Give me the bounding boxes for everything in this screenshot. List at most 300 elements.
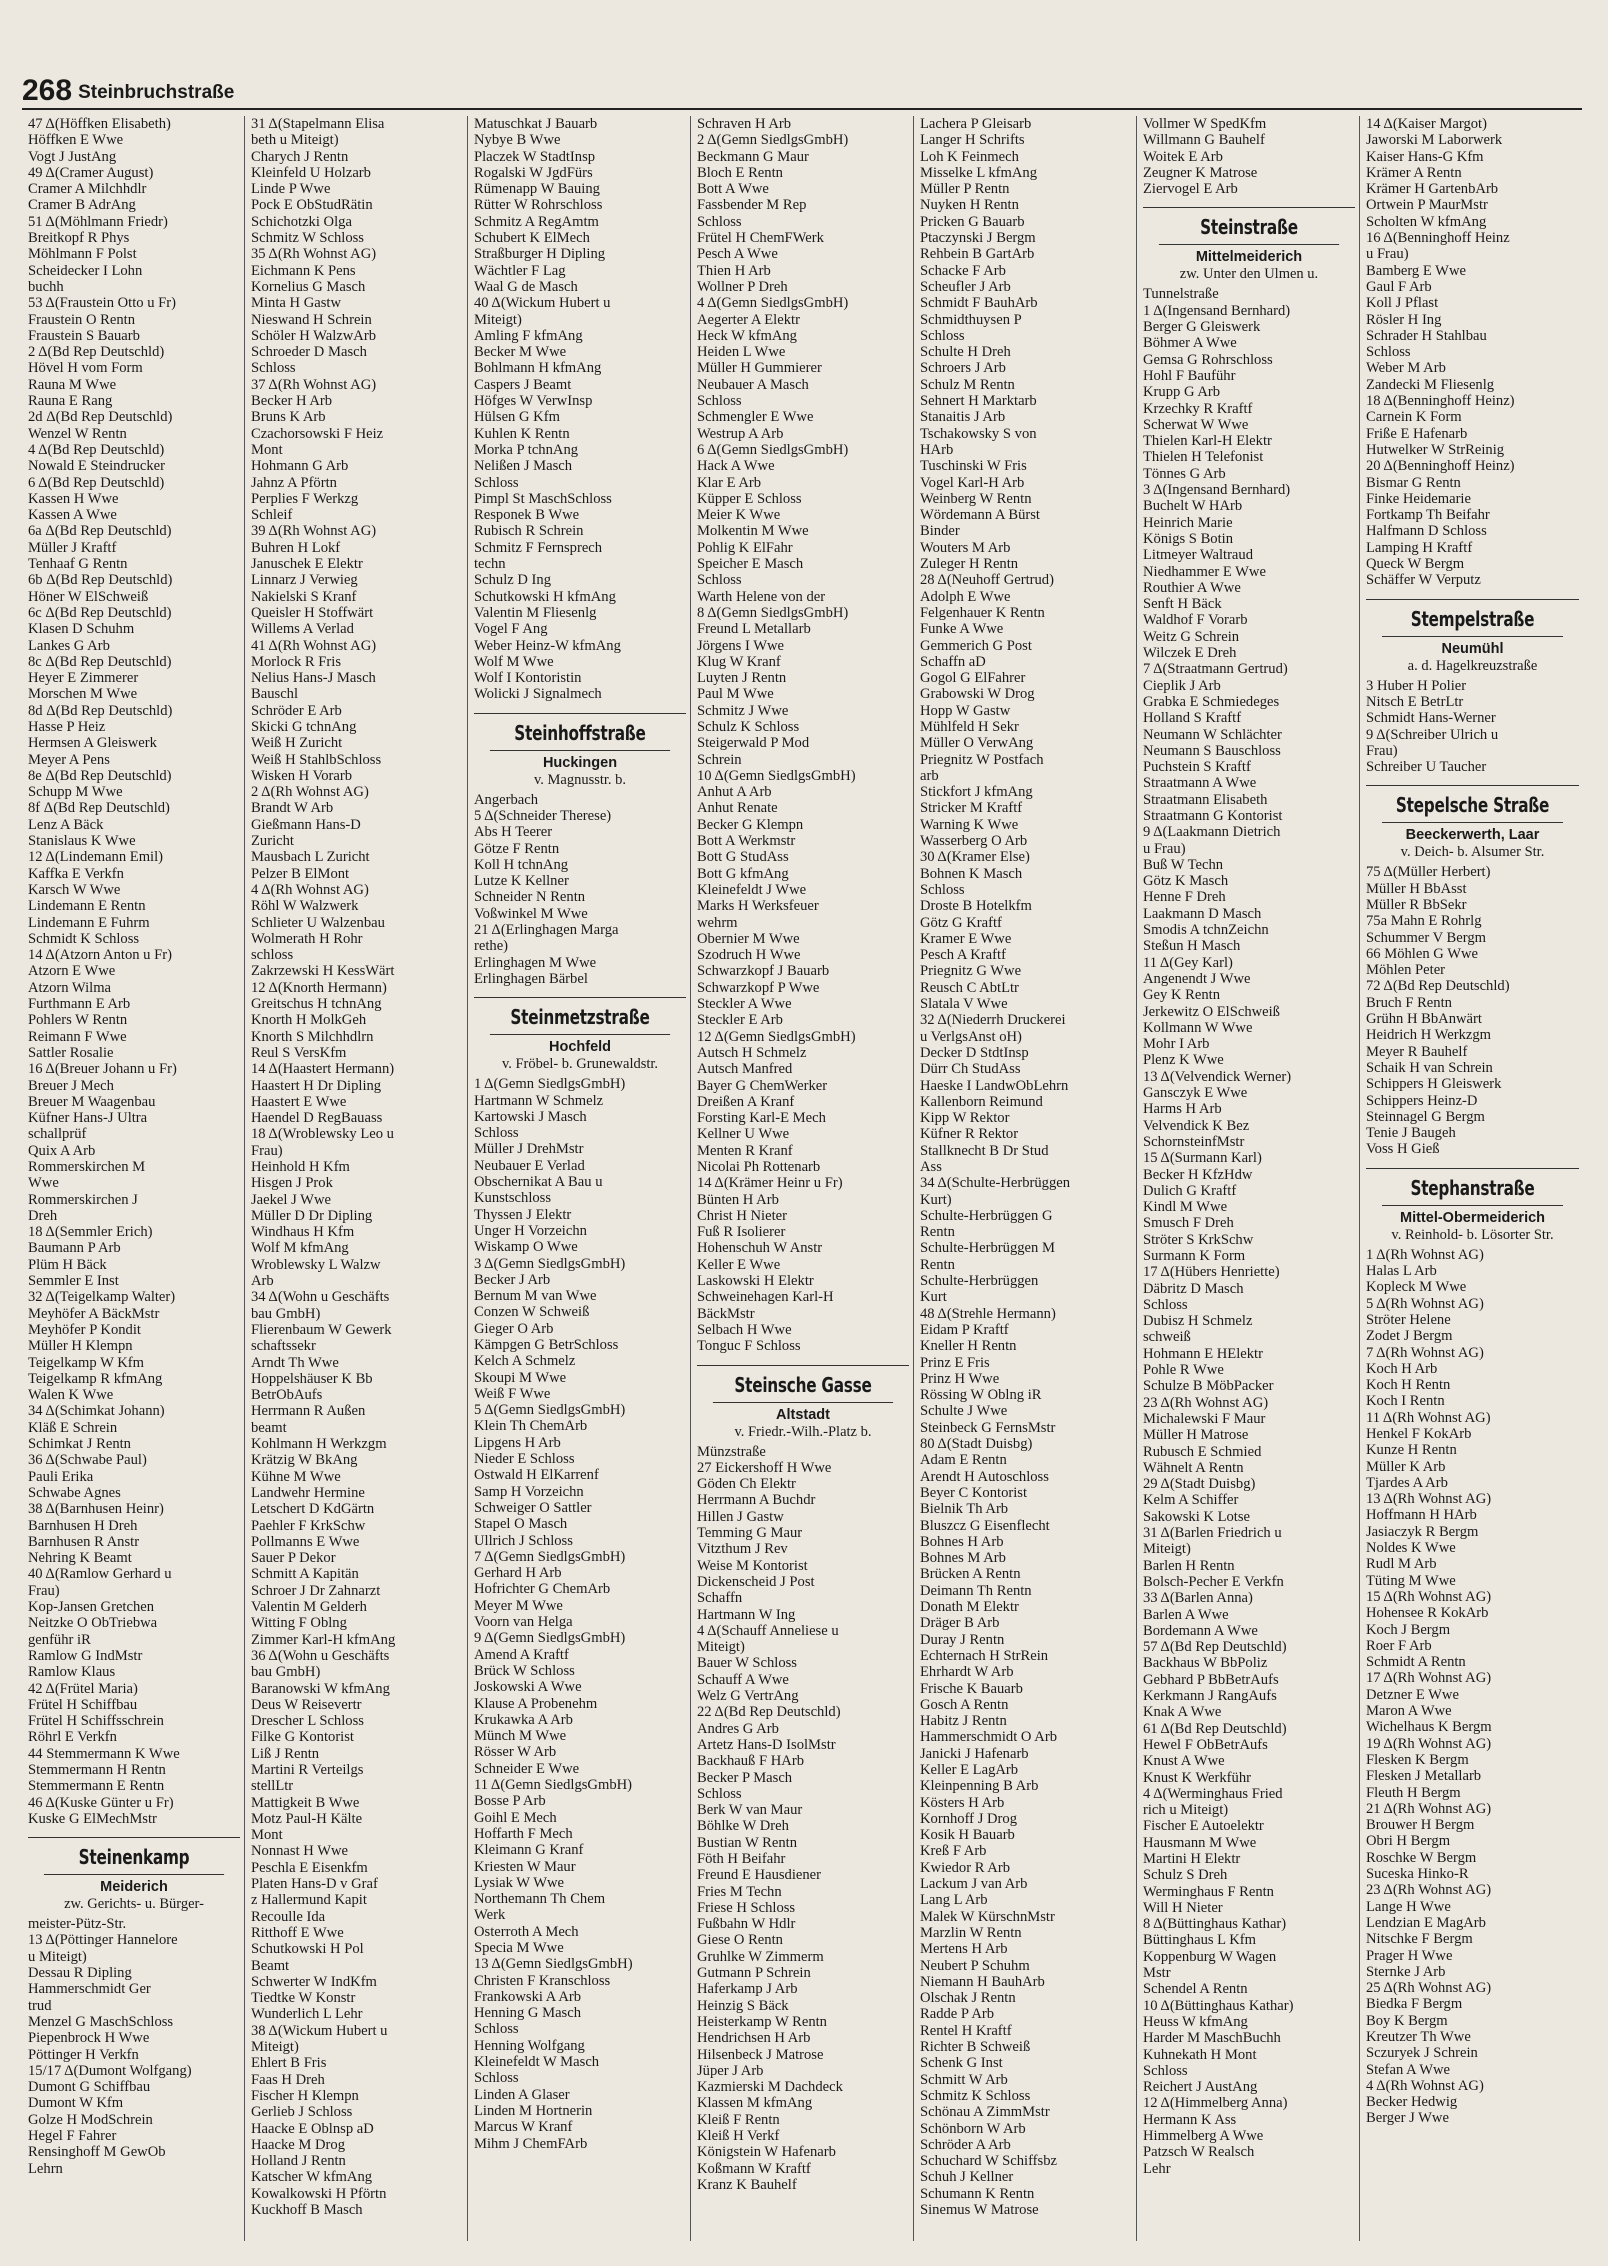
directory-entry: Autsch Manfred bbox=[697, 1061, 793, 1078]
directory-entry: Wroblewsky L Walzw bbox=[251, 1256, 381, 1273]
directory-entry: Frau) bbox=[251, 1142, 283, 1159]
directory-entry: Placzek W StadtInsp bbox=[474, 148, 596, 165]
directory-entry: Kläß E Schrein bbox=[28, 1419, 118, 1436]
directory-entry: Hartmann W Schmelz bbox=[474, 1092, 604, 1109]
directory-entry: Amend A Kraftf bbox=[474, 1646, 569, 1663]
directory-entry: Ziervogel E Arb bbox=[1143, 181, 1238, 198]
directory-entry: Gerhard H Arb bbox=[474, 1565, 562, 1582]
directory-entry: Büttinghaus L Kfm bbox=[1143, 1932, 1256, 1949]
directory-entry: Bismar G Rentn bbox=[1366, 474, 1461, 491]
directory-entry: 11 Δ(Gey Karl) bbox=[1143, 954, 1233, 971]
directory-entry: Conzen W Schweiß bbox=[474, 1304, 590, 1321]
directory-entry: Anhut A Arb bbox=[697, 784, 772, 801]
directory-entry: Schwabe Agnes bbox=[28, 1484, 121, 1501]
directory-entry: u VerlgsAnst oH) bbox=[920, 1028, 1022, 1045]
directory-entry: Forsting Karl-E Mech bbox=[697, 1110, 826, 1127]
directory-entry: Kosik H Bauarb bbox=[920, 1827, 1015, 1844]
directory-entry: Küpper E Schloss bbox=[697, 490, 802, 507]
directory-entry: Werminghaus F Rentn bbox=[1143, 1883, 1274, 1900]
directory-entry: beth u Miteigt) bbox=[251, 132, 339, 149]
directory-entry: Koch I Rentn bbox=[1366, 1393, 1445, 1410]
directory-entry: Backhaus W BbPoliz bbox=[1143, 1655, 1268, 1672]
directory-entry: 28 Δ(Neuhoff Gertrud) bbox=[920, 572, 1054, 589]
directory-entry: Osterroth A Mech bbox=[474, 1923, 579, 1940]
directory-entry: Frankowski A Arb bbox=[474, 1988, 582, 2005]
directory-entry: Gaul F Arb bbox=[1366, 278, 1432, 295]
directory-entry: 30 Δ(Kramer Else) bbox=[920, 849, 1030, 866]
directory-entry: Schaffn aD bbox=[920, 653, 986, 670]
directory-entry: Freund L Metallarb bbox=[697, 621, 811, 638]
directory-entry: Autsch H Schmelz bbox=[697, 1044, 807, 1061]
directory-entry: Angerbach bbox=[474, 791, 539, 808]
directory-entry: Eidam P Kraftf bbox=[920, 1321, 1009, 1338]
directory-entry: Bayer G ChemWerker bbox=[697, 1077, 828, 1094]
directory-entry: 4 Δ(Rh Wohnst AG) bbox=[251, 881, 369, 898]
directory-entry: Kleimann G Kranf bbox=[474, 1842, 584, 1859]
directory-entry: Kuckhoff B Masch bbox=[251, 2202, 363, 2218]
directory-entry: Prager H Wwe bbox=[1366, 1947, 1453, 1964]
directory-entry: Luyten J Rentn bbox=[697, 670, 787, 687]
directory-entry: Minta H Gastw bbox=[251, 295, 341, 312]
directory-entry: Warning K Wwe bbox=[920, 816, 1019, 833]
directory-entry: Sauer P Dekor bbox=[251, 1550, 336, 1567]
directory-entry: Liß J Rentn bbox=[251, 1745, 320, 1762]
directory-entry: Kösters H Arb bbox=[920, 1794, 1005, 1811]
directory-entry: Schulz S Dreh bbox=[1143, 1867, 1228, 1884]
directory-entry: Zeugner K Matrose bbox=[1143, 164, 1258, 181]
directory-entry: 1 Δ(Gemn SiedlgsGmbH) bbox=[474, 1076, 626, 1093]
directory-entry: Heiden L Wwe bbox=[697, 344, 786, 361]
directory-entry: Schloss bbox=[697, 213, 742, 230]
directory-entry: Schloss bbox=[697, 572, 742, 589]
directory-entry: 18 Δ(Semmler Erich) bbox=[28, 1224, 153, 1241]
directory-entry: Paehler F KrkSchw bbox=[251, 1517, 366, 1534]
directory-entry: Dumont W Kfm bbox=[28, 2095, 124, 2112]
directory-entry: 5 Δ(Rh Wohnst AG) bbox=[1366, 1295, 1484, 1312]
directory-entry: Bernum M van Wwe bbox=[474, 1288, 597, 1305]
directory-entry: Frütel H Schiffbau bbox=[28, 1696, 138, 1713]
directory-entry: Müller R BbSekr bbox=[1366, 896, 1467, 913]
directory-entry: Schubert K ElMech bbox=[474, 230, 590, 247]
directory-entry: Echternach H StrRein bbox=[920, 1647, 1049, 1664]
directory-entry: Radde P Arb bbox=[920, 2006, 995, 2023]
directory-entry: Smodis A tchnZeichn bbox=[1143, 922, 1269, 939]
directory-entry: Gansczyk E Wwe bbox=[1143, 1085, 1248, 1102]
directory-entry: Nehring K Beamt bbox=[28, 1550, 132, 1567]
directory-entry: Hillen J Gastw bbox=[697, 1508, 784, 1525]
directory-entry: Schichotzki Olga bbox=[251, 213, 352, 230]
directory-entry: Reul S VersKfm bbox=[251, 1044, 347, 1061]
directory-entry: Göden Ch Elektr bbox=[697, 1476, 796, 1493]
directory-entry: Kneller H Rentn bbox=[920, 1338, 1017, 1355]
directory-entry: Frau) bbox=[28, 1582, 60, 1599]
directory-entry: Stanislaus K Wwe bbox=[28, 833, 136, 850]
directory-entry: Holland J Rentn bbox=[251, 2153, 346, 2170]
directory-entry: Weiß H StahlbSchloss bbox=[251, 751, 382, 768]
directory-entry: 5 Δ(Schneider Therese) bbox=[474, 807, 612, 824]
directory-entry: Röhrl E Verkfn bbox=[28, 1729, 117, 1746]
directory-entry: Rössing W Oblng iR bbox=[920, 1387, 1042, 1404]
directory-entry: Scheufler J Arb bbox=[920, 278, 1011, 295]
directory-entry: Reusch C AbtLtr bbox=[920, 979, 1019, 996]
directory-entry: Miteigt) bbox=[474, 311, 522, 328]
directory-entry: 3 Huber H Polier bbox=[1366, 677, 1467, 694]
page-header bbox=[22, 66, 1582, 110]
directory-entry: Gemsa G Rohrschloss bbox=[1143, 351, 1273, 368]
directory-entry: 18 Δ(Wroblewsky Leo u bbox=[251, 1126, 394, 1143]
directory-entry: Rentel H Kraftf bbox=[920, 2022, 1012, 2039]
directory-entry: 53 Δ(Fraustein Otto u Fr) bbox=[28, 295, 177, 312]
directory-entry: Neubert P Schuhm bbox=[920, 1957, 1030, 1974]
directory-entry: Böhmer A Wwe bbox=[1143, 335, 1237, 352]
street-name: Steinsche Gasse bbox=[713, 1372, 893, 1403]
directory-entry: Werk bbox=[474, 1907, 506, 1924]
directory-entry: Ehrhardt W Arb bbox=[920, 1664, 1014, 1681]
directory-entry: Rauna E Rang bbox=[28, 393, 113, 410]
directory-entry: Prinz E Fris bbox=[920, 1354, 990, 1371]
directory-entry: Hendrichsen H Arb bbox=[697, 2030, 811, 2047]
directory-entry: 27 Eickershoff H Wwe bbox=[697, 1459, 832, 1476]
directory-entry: Küfner Hans-J Ultra bbox=[28, 1110, 148, 1127]
directory-entry: Laakmann D Masch bbox=[1143, 905, 1262, 922]
directory-entry: BetrObAufs bbox=[251, 1387, 323, 1404]
directory-entry: Adolph E Wwe bbox=[920, 588, 1011, 605]
directory-entry: Binder bbox=[920, 523, 960, 540]
directory-entry: buchh bbox=[28, 278, 64, 295]
directory-entry: Stemmermann E Rentn bbox=[28, 1778, 165, 1795]
directory-entry: 7 Δ(Rh Wohnst AG) bbox=[1366, 1344, 1484, 1361]
directory-entry: Koll J Pflast bbox=[1366, 295, 1439, 312]
directory-entry: Meyhöfer A BäckMstr bbox=[28, 1305, 160, 1322]
directory-entry: Jüper J Arb bbox=[697, 2062, 764, 2079]
directory-entry: Neubauer A Masch bbox=[697, 376, 809, 393]
directory-entry: Krukawka A Arb bbox=[474, 1711, 573, 1728]
directory-entry: Samp H Vorzeichn bbox=[474, 1483, 584, 1500]
directory-entry: Lenz A Bäck bbox=[28, 816, 104, 833]
directory-entry: Wwe bbox=[28, 1175, 59, 1192]
directory-entry: Koch J Bergm bbox=[1366, 1621, 1451, 1638]
directory-column bbox=[468, 116, 691, 2241]
directory-entry: Pimpl St MaschSchloss bbox=[474, 490, 612, 507]
directory-entry: Backhauß F HArb bbox=[697, 1753, 805, 1770]
directory-entry: Arb bbox=[251, 1273, 274, 1290]
directory-entry: Olschak J Rentn bbox=[920, 1990, 1016, 2007]
directory-entry: Lendzian E MagArb bbox=[1366, 1914, 1486, 1931]
directory-entry: Cieplik J Arb bbox=[1143, 677, 1221, 694]
directory-entry: Stefan A Wwe bbox=[1366, 2061, 1451, 2078]
directory-entry: Beyer C Kontorist bbox=[920, 1484, 1028, 1501]
directory-entry: Hohmann E HElektr bbox=[1143, 1345, 1263, 1362]
directory-entry: 2 Δ(Rh Wohnst AG) bbox=[251, 784, 369, 801]
directory-entry: Niedhammer E Wwe bbox=[1143, 563, 1266, 580]
directory-entry: Grabka E Schmiedeges bbox=[1143, 693, 1280, 710]
directory-entry: 48 Δ(Strehle Hermann) bbox=[920, 1305, 1056, 1322]
street-district: Meiderich bbox=[100, 1879, 168, 1896]
directory-column bbox=[22, 116, 245, 2241]
directory-entry: Czachorsowski F Heiz bbox=[251, 425, 384, 442]
directory-entry: Wolmerath H Rohr bbox=[251, 930, 363, 947]
directory-entry: Zodet J Bergm bbox=[1366, 1328, 1453, 1345]
directory-entry: 72 Δ(Bd Rep Deutschld) bbox=[1366, 978, 1510, 995]
directory-entry: u Miteigt) bbox=[28, 1948, 87, 1965]
directory-entry: Marks H Werksfeuer bbox=[697, 898, 819, 915]
directory-entry: Haastert E Wwe bbox=[251, 1093, 347, 1110]
directory-entry: Gutmann P Schrein bbox=[697, 1965, 811, 1982]
directory-entry: 13 Δ(Velvendick Werner) bbox=[1143, 1068, 1292, 1085]
street-district: Mittelmeiderich bbox=[1195, 249, 1303, 266]
directory-entry: Hisgen J Prok bbox=[251, 1175, 333, 1192]
directory-entry: Schmitt W Arb bbox=[920, 2071, 1008, 2088]
directory-entry: Janicki J Hafenarb bbox=[920, 1745, 1029, 1762]
directory-entry: Rommerskirchen J bbox=[28, 1191, 138, 1208]
directory-entry: Nybye B Wwe bbox=[474, 132, 561, 149]
directory-entry: Zandecki M Fliesenlg bbox=[1366, 376, 1495, 393]
directory-entry: Tenie J Baugeh bbox=[1366, 1125, 1456, 1142]
directory-entry: Zuricht bbox=[251, 833, 294, 850]
directory-entry: Däbritz D Masch bbox=[1143, 1280, 1244, 1297]
directory-entry: Filke G Kontorist bbox=[251, 1729, 354, 1746]
directory-entry: Frische K Bauarb bbox=[920, 1680, 1023, 1697]
directory-entry: Niemann H BauhArb bbox=[920, 1973, 1045, 1990]
directory-entry: Klar E Arb bbox=[697, 474, 762, 491]
directory-entry: Schulz D Ing bbox=[474, 572, 552, 589]
directory-entry: Nitschke F Bergm bbox=[1366, 1931, 1473, 1948]
directory-entry: Ehlert B Fris bbox=[251, 2055, 327, 2072]
directory-entry: SchornsteinfMstr bbox=[1143, 1133, 1245, 1150]
directory-entry: Kelm A Schiffer bbox=[1143, 1492, 1239, 1509]
directory-entry: Schauff A Wwe bbox=[697, 1671, 789, 1688]
street-range: v. Deich- b. Alsumer Str. bbox=[1400, 844, 1545, 861]
directory-entry: Haacke M Drog bbox=[251, 2136, 346, 2153]
directory-entry: Obschernikat A Bau u bbox=[474, 1174, 603, 1191]
directory-entry: Loh K Feinmech bbox=[920, 148, 1019, 165]
directory-entry: Queisler H Stoffwärt bbox=[251, 604, 374, 621]
directory-entry: Keller E Wwe bbox=[697, 1256, 781, 1273]
directory-entry: Kleinfeld U Holzarb bbox=[251, 164, 371, 181]
directory-entry: u Frau) bbox=[1143, 840, 1186, 857]
directory-entry: Thielen Karl-H Elektr bbox=[1143, 433, 1272, 450]
directory-entry: Bielnik Th Arb bbox=[920, 1501, 1009, 1518]
directory-entry: 66 Möhlen G Wwe bbox=[1366, 945, 1479, 962]
directory-entry: Bott A Wwe bbox=[697, 181, 769, 198]
directory-entry: 7 Δ(Straatmann Gertrud) bbox=[1143, 661, 1288, 678]
directory-column bbox=[914, 116, 1137, 2241]
directory-entry: Miteigt) bbox=[1143, 1541, 1191, 1558]
directory-entry: Donath M Elektr bbox=[920, 1599, 1019, 1616]
directory-entry: Steigerwald P Mod bbox=[697, 735, 810, 752]
directory-entry: Hammerschmidt Ger bbox=[28, 1981, 151, 1998]
directory-entry: Noldes K Wwe bbox=[1366, 1540, 1456, 1557]
directory-entry: Schendel A Rentn bbox=[1143, 1981, 1248, 1998]
directory-entry: Steßun H Masch bbox=[1143, 938, 1241, 955]
directory-entry: Hoffmann H HArb bbox=[1366, 1507, 1477, 1524]
directory-entry: Steinbeck G FernsMstr bbox=[920, 1419, 1056, 1436]
directory-entry: Kranz K Bauhelf bbox=[697, 2176, 797, 2193]
street-range: zw. Unter den Ulmen u. bbox=[1179, 266, 1319, 283]
directory-entry: Ströter Helene bbox=[1366, 1311, 1451, 1328]
directory-entry: Dickenscheid J Post bbox=[697, 1573, 815, 1590]
directory-entry: Kreutzer Th Wwe bbox=[1366, 2028, 1471, 2045]
directory-entry: Meyer M Wwe bbox=[474, 1597, 563, 1614]
directory-entry: Haeske I LandwObLehrn bbox=[920, 1077, 1069, 1094]
directory-entry: Teigelkamp W Kfm bbox=[28, 1354, 144, 1371]
directory-entry: Königs S Botin bbox=[1143, 530, 1234, 547]
directory-entry: 34 Δ(Schulte-Herbrüggen bbox=[920, 1175, 1071, 1192]
directory-entry: 15 Δ(Rh Wohnst AG) bbox=[1366, 1588, 1492, 1605]
directory-entry: Martini H Elektr bbox=[1143, 1850, 1241, 1867]
directory-entry: 12 Δ(Gemn SiedlgsGmbH) bbox=[697, 1028, 856, 1045]
directory-entry: Bohlmann H kfmAng bbox=[474, 360, 602, 377]
directory-entry: Paul M Wwe bbox=[697, 686, 774, 703]
directory-entry: Will H Nieter bbox=[1143, 1899, 1223, 1916]
directory-entry: Buchelt W HArb bbox=[1143, 498, 1243, 515]
directory-entry: Schmidthuysen P bbox=[920, 311, 1022, 328]
directory-entry: Vitzthum J Rev bbox=[697, 1541, 788, 1558]
street-heading bbox=[1366, 599, 1579, 674]
directory-entry: Barnhusen R Anstr bbox=[28, 1533, 140, 1550]
street-district: Huckingen bbox=[542, 754, 618, 771]
directory-entry: Gemmerich G Post bbox=[920, 637, 1032, 654]
directory-entry: Dräger B Arb bbox=[920, 1615, 1000, 1632]
street-district: Neumühl bbox=[1441, 640, 1504, 657]
street-range: v. Magnusstr. b. bbox=[533, 771, 627, 788]
directory-entry: Schulte-Herbrüggen M bbox=[920, 1240, 1055, 1257]
directory-entry: Dürr Ch StudAss bbox=[920, 1061, 1021, 1078]
directory-entry: Fuß R Isolierer bbox=[697, 1224, 786, 1241]
directory-entry: Wolf M Wwe bbox=[474, 653, 554, 670]
directory-entry: Becker J Arb bbox=[474, 1271, 551, 1288]
directory-entry: Rösler H Ing bbox=[1366, 311, 1442, 328]
directory-entry: Weiß F Wwe bbox=[474, 1385, 551, 1402]
directory-entry: Kaffka E Verkfn bbox=[28, 865, 124, 882]
directory-entry: Höfges W VerwInsp bbox=[474, 393, 593, 410]
directory-entry: Nicolai Ph Rottenarb bbox=[697, 1159, 821, 1175]
street-district: Hochfeld bbox=[548, 1039, 612, 1056]
directory-entry: Kelch A Schmelz bbox=[474, 1353, 576, 1370]
directory-entry: Jahnz A Pförtn bbox=[251, 474, 337, 491]
directory-entry: Bohnen K Masch bbox=[920, 865, 1023, 882]
street-name: Stempelstraße bbox=[1382, 606, 1563, 637]
directory-entry: Schmitz F Fernsprech bbox=[474, 539, 603, 556]
directory-entry: Haendel D RegBauass bbox=[251, 1110, 383, 1127]
directory-entry: Miteigt) bbox=[251, 2039, 299, 2056]
directory-entry: Nelius Hans-J Masch bbox=[251, 670, 376, 687]
directory-entry: Becker Hedwig bbox=[1366, 2094, 1458, 2111]
directory-entry: Willems A Verlad bbox=[251, 621, 354, 638]
directory-entry: Neubauer E Verlad bbox=[474, 1157, 585, 1174]
directory-entry: Rubisch R Schrein bbox=[474, 523, 584, 540]
directory-entry: Schweiger O Sattler bbox=[474, 1499, 592, 1516]
street-heading bbox=[474, 997, 686, 1072]
directory-entry: 23 Δ(Rh Wohnst AG) bbox=[1366, 1882, 1492, 1899]
directory-entry: Smusch F Dreh bbox=[1143, 1215, 1234, 1232]
directory-entry: Brouwer H Bergm bbox=[1366, 1817, 1475, 1834]
directory-entry: 4 Δ(Schauff Anneliese u bbox=[697, 1622, 839, 1639]
directory-entry: Valentin M Gelderh bbox=[251, 1599, 367, 1616]
directory-entry: Grabowski W Drog bbox=[920, 686, 1035, 703]
directory-entry: Joskowski A Wwe bbox=[474, 1679, 582, 1696]
directory-entry: Drescher L Schloss bbox=[251, 1713, 364, 1730]
directory-entry: Voßwinkel M Wwe bbox=[474, 905, 588, 922]
directory-entry: Linde P Wwe bbox=[251, 181, 331, 198]
directory-entry: Knorth S Milchhdlrn bbox=[251, 1028, 374, 1045]
directory-entry: Kornelius G Masch bbox=[251, 278, 366, 295]
directory-entry: Hoffarth F Mech bbox=[474, 1825, 573, 1842]
directory-entry: Stickfort J kfmAng bbox=[920, 784, 1033, 801]
directory-entry: Fischer H Klempn bbox=[251, 2087, 359, 2104]
directory-entry: Mattigkeit B Wwe bbox=[251, 1794, 360, 1811]
directory-entry: Pesch A Wwe bbox=[697, 246, 778, 263]
directory-entry: Dessau R Dipling bbox=[28, 1965, 132, 1982]
directory-entry: Ptaczynski J Bergm bbox=[920, 230, 1036, 247]
directory-entry: wehrm bbox=[697, 914, 738, 931]
directory-entry: Kurt bbox=[920, 1289, 947, 1306]
directory-entry: trud bbox=[28, 1997, 52, 2014]
directory-entry: Schloss bbox=[920, 881, 965, 898]
directory-entry: Queck W Bergm bbox=[1366, 556, 1465, 573]
directory-entry: Grühn H BbAnwärt bbox=[1366, 1011, 1482, 1028]
directory-entry: Ritthoff E Wwe bbox=[251, 1924, 344, 1941]
directory-entry: 23 Δ(Rh Wohnst AG) bbox=[1143, 1394, 1269, 1411]
directory-entry: Henne F Dreh bbox=[1143, 889, 1226, 906]
directory-entry: Duray J Rentn bbox=[920, 1631, 1005, 1648]
directory-entry: Rehbein B GartArb bbox=[920, 246, 1035, 263]
directory-entry: Misselke L kfmAng bbox=[920, 164, 1038, 181]
directory-entry: Harder M MaschBuchh bbox=[1143, 2030, 1281, 2047]
directory-entry: Schummer V Bergm bbox=[1366, 929, 1486, 946]
directory-entry: Tenhaaf G Rentn bbox=[28, 556, 128, 573]
directory-entry: Roer F Arb bbox=[1366, 1637, 1432, 1654]
street-district: Mittel-Obermeiderich bbox=[1399, 1209, 1546, 1226]
directory-entry: Fassbender M Rep bbox=[697, 197, 807, 214]
directory-entry: Lindemann E Fuhrm bbox=[28, 914, 150, 931]
directory-entry: Hegel F Fahrer bbox=[28, 2128, 117, 2145]
directory-entry: Kramer E Wwe bbox=[920, 930, 1012, 947]
directory-entry: 2 Δ(Bd Rep Deutschld) bbox=[28, 344, 165, 361]
directory-entry: Decker D StdtInsp bbox=[920, 1044, 1029, 1061]
directory-entry: Marcus W Kranf bbox=[474, 2119, 573, 2136]
directory-entry: 17 Δ(Rh Wohnst AG) bbox=[1366, 1670, 1492, 1687]
directory-entry: 8 Δ(Büttinghaus Kathar) bbox=[1143, 1916, 1287, 1933]
directory-entry: Gießmann Hans-D bbox=[251, 816, 361, 833]
directory-entry: Keller E LagArb bbox=[920, 1761, 1019, 1778]
directory-entry: Piepenbrock H Wwe bbox=[28, 2030, 150, 2047]
directory-entry: Brück W Schloss bbox=[474, 1662, 575, 1679]
directory-entry: Northemann Th Chem bbox=[474, 1891, 606, 1908]
street-name: Stepelsche Straße bbox=[1382, 792, 1563, 823]
directory-entry: Reichert J AustAng bbox=[1143, 2079, 1258, 2096]
directory-entry: Kornhoff J Drog bbox=[920, 1810, 1018, 1827]
directory-entry: Schulz K Schloss bbox=[697, 718, 800, 735]
street-name: Steinhoffstraße bbox=[490, 720, 670, 751]
directory-column bbox=[1360, 116, 1582, 2241]
directory-entry: Müller H Klempn bbox=[28, 1338, 133, 1355]
directory-entry: Barlen A Wwe bbox=[1143, 1606, 1229, 1623]
street-range: v. Friedr.-Wilh.-Platz b. bbox=[734, 1423, 872, 1440]
directory-entry: Lankes G Arb bbox=[28, 637, 110, 654]
directory-entry: Heidrich H Werkzgm bbox=[1366, 1027, 1491, 1044]
directory-entry: 33 Δ(Barlen Anna) bbox=[1143, 1590, 1253, 1607]
directory-entry: Lange H Wwe bbox=[1366, 1898, 1451, 1915]
directory-entry: Quix A Arb bbox=[28, 1142, 96, 1159]
directory-entry: schweiß bbox=[1143, 1329, 1191, 1346]
directory-entry: Hack A Wwe bbox=[697, 458, 775, 475]
directory-entry: Scholten W kfmAng bbox=[1366, 213, 1487, 230]
directory-entry: 9 Δ(Gemn SiedlgsGmbH) bbox=[474, 1630, 626, 1647]
directory-entry: Mont bbox=[251, 1827, 283, 1844]
directory-entry: 36 Δ(Wohn u Geschäfts bbox=[251, 1647, 390, 1664]
directory-entry: Schroer J Dr Zahnarzt bbox=[251, 1582, 381, 1599]
